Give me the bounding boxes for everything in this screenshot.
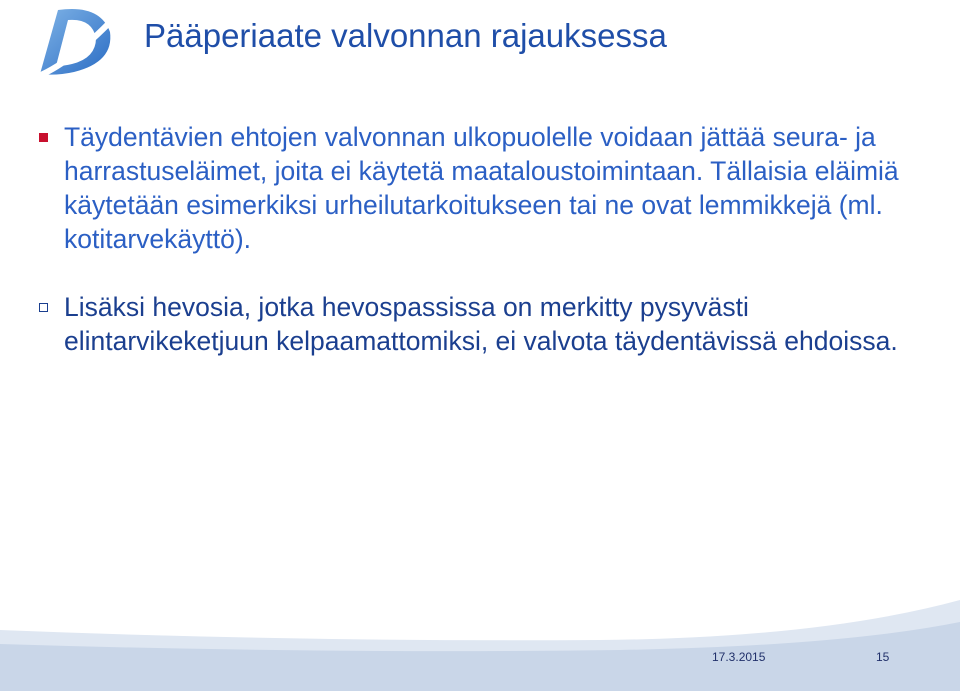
slide-footer [0, 600, 960, 691]
footer-wave-decoration [0, 600, 960, 691]
filled-square-bullet-icon [39, 133, 48, 142]
bullet-text: Lisäksi hevosia, jotka hevospassissa on merkitty pysyvästi elintarvikeketjuun kelpaamattomiksi, ei valvota täydentävissä ehdoissa. [64, 292, 898, 356]
bullet-text: Täydentävien ehtojen valvonnan ulkopuolelle voidaan jättää seura- ja harrastuseläimet, joita ei käytetä maataloustoimintaan. Tällaisia eläimiä käytetään esimerkiksi urheilutarkoitukseen tai ne ovat lemmikkejä (ml. kotitarvekäyttö). [64, 122, 899, 254]
bullet-item [34, 120, 934, 256]
hollow-square-bullet-icon [39, 303, 48, 312]
organization-logo-icon [30, 2, 116, 82]
footer-date: 17.3.2015 [712, 650, 766, 664]
bullet-item [34, 290, 934, 358]
page-number: 15 [876, 650, 890, 664]
bullet-list [34, 120, 934, 358]
slide-title: Pääperiaate valvonnan rajauksessa [144, 17, 667, 54]
